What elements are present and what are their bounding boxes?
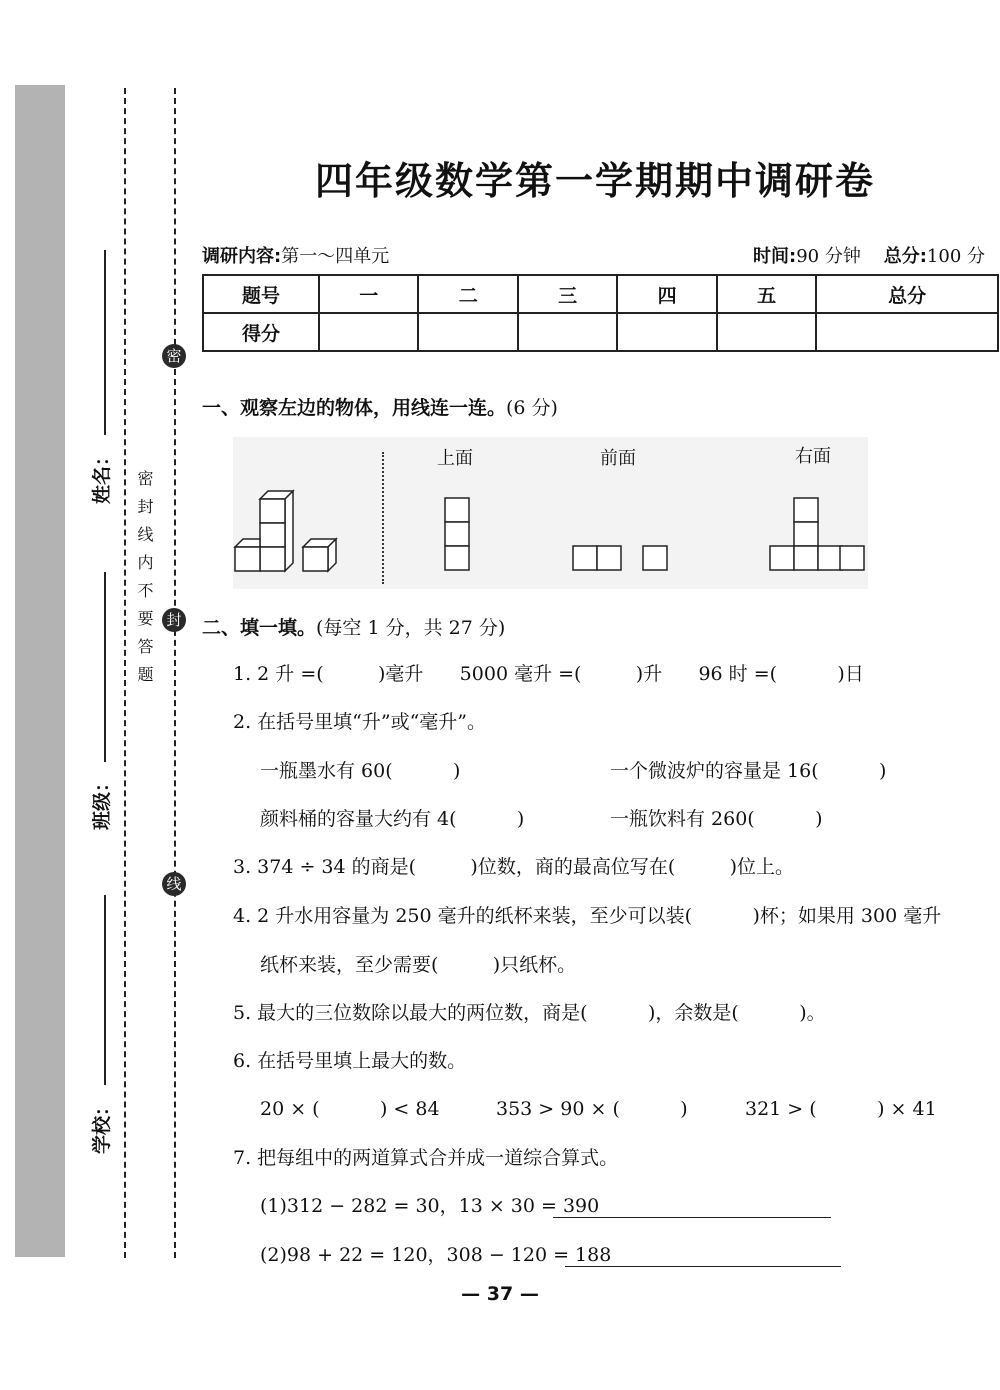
class-line[interactable] bbox=[104, 572, 106, 762]
question-7a: (1)312 − 282 = 30，13 × 30 = 390 bbox=[260, 1195, 600, 1217]
score-header-cell: 总分 bbox=[816, 275, 998, 313]
front-view-shape bbox=[573, 546, 667, 570]
score-cell[interactable] bbox=[617, 313, 716, 351]
question-2b: 一个微波炉的容量是 16( ) bbox=[610, 760, 887, 782]
binding-strip bbox=[15, 85, 65, 1257]
question-6: 6. 在括号里填上最大的数。 bbox=[233, 1050, 467, 1072]
score-header-cell: 一 bbox=[319, 275, 418, 313]
view-label-top: 上面 bbox=[437, 448, 473, 469]
question-4: 4. 2 升水用容量为 250 毫升的纸杯来装，至少可以装( )杯；如果用 300 毫升 bbox=[233, 905, 942, 927]
section2-points: (每空 1 分，共 27 分) bbox=[316, 617, 506, 639]
school-line[interactable] bbox=[104, 895, 106, 1085]
seal-notice: 密封线内不要答题 bbox=[135, 470, 154, 694]
score-cell[interactable] bbox=[717, 313, 816, 351]
score-header-cell: 四 bbox=[617, 275, 716, 313]
view-label-front: 前面 bbox=[600, 448, 636, 469]
score-cell[interactable] bbox=[418, 313, 517, 351]
question-6a: 20 × ( ) < 84 bbox=[260, 1098, 440, 1120]
question-7: 7. 把每组中的两道算式合并成一道综合算式。 bbox=[233, 1147, 619, 1169]
exam-time-total bbox=[753, 242, 985, 268]
question-4b: 纸杯来装，至少需要( )只纸杯。 bbox=[260, 954, 577, 976]
school-label: 学校： bbox=[91, 1096, 114, 1155]
seal-char-mi: 密 bbox=[162, 344, 186, 368]
score-header-cell: 题号 bbox=[203, 275, 319, 313]
right-view-shape bbox=[770, 498, 864, 570]
question-2: 2. 在括号里填“升”或“毫升”。 bbox=[233, 711, 487, 733]
total-value: 100 分 bbox=[926, 246, 985, 267]
score-header-cell: 三 bbox=[518, 275, 617, 313]
answer-line-7a[interactable] bbox=[553, 1217, 831, 1218]
section1-points: (6 分) bbox=[506, 397, 558, 419]
top-view-shape bbox=[445, 498, 469, 570]
question-7b: (2)98 + 22 = 120，308 − 120 = 188 bbox=[260, 1244, 612, 1266]
score-value-row bbox=[203, 313, 998, 351]
score-header-cell: 五 bbox=[717, 275, 816, 313]
answer-line-7b[interactable] bbox=[565, 1266, 841, 1267]
score-row-label: 得分 bbox=[203, 313, 319, 351]
time-value: 90 分钟 bbox=[796, 246, 861, 267]
time-label: 时间: bbox=[752, 246, 797, 267]
total-label: 总分: bbox=[883, 246, 927, 267]
scope-value: 第一～四单元 bbox=[281, 246, 390, 267]
score-header-cell: 二 bbox=[418, 275, 517, 313]
question-6b: 353 > 90 × ( ) bbox=[496, 1098, 688, 1120]
name-label: 姓名： bbox=[91, 446, 114, 505]
question-1: 1. 2 升 =( )毫升 5000 毫升 =( )升 96 时 =( )日 bbox=[233, 663, 864, 685]
question-2a: 一瓶墨水有 60( ) bbox=[260, 760, 461, 782]
cut-line-inner bbox=[174, 88, 176, 1258]
question-2d: 一瓶饮料有 260( ) bbox=[610, 808, 823, 830]
section2-title: 二、填一填。 bbox=[202, 617, 317, 639]
3d-cube-object bbox=[235, 491, 336, 571]
question-6c: 321 > ( ) × 41 bbox=[745, 1098, 937, 1120]
scope-label: 调研内容: bbox=[202, 246, 282, 267]
question-3: 3. 374 ÷ 34 的商是( )位数，商的最高位写在( )位上。 bbox=[233, 856, 795, 878]
score-cell[interactable] bbox=[319, 313, 418, 351]
cut-line-outer bbox=[124, 88, 126, 1258]
score-header-row bbox=[203, 275, 998, 313]
class-label: 班级： bbox=[91, 772, 114, 831]
name-line[interactable] bbox=[104, 250, 106, 435]
exam-scope bbox=[202, 242, 389, 268]
question-5: 5. 最大的三位数除以最大的两位数，商是( )，余数是( )。 bbox=[233, 1002, 826, 1024]
seal-char-feng: 封 bbox=[162, 608, 186, 632]
page-title: 四年级数学第一学期期中调研卷 bbox=[314, 158, 875, 203]
question-2c: 颜料桶的容量大约有 4( ) bbox=[260, 808, 525, 830]
page-number: — 37 — bbox=[461, 1283, 539, 1305]
score-cell[interactable] bbox=[518, 313, 617, 351]
cube-drawings bbox=[233, 437, 868, 589]
section1-title: 一、观察左边的物体，用线连一连。 bbox=[202, 397, 507, 419]
section1-heading bbox=[202, 393, 558, 420]
seal-char-xian: 线 bbox=[162, 872, 186, 896]
view-label-right: 右面 bbox=[795, 446, 831, 467]
section2-heading bbox=[202, 613, 505, 640]
score-table bbox=[202, 274, 999, 352]
score-cell[interactable] bbox=[816, 313, 998, 351]
